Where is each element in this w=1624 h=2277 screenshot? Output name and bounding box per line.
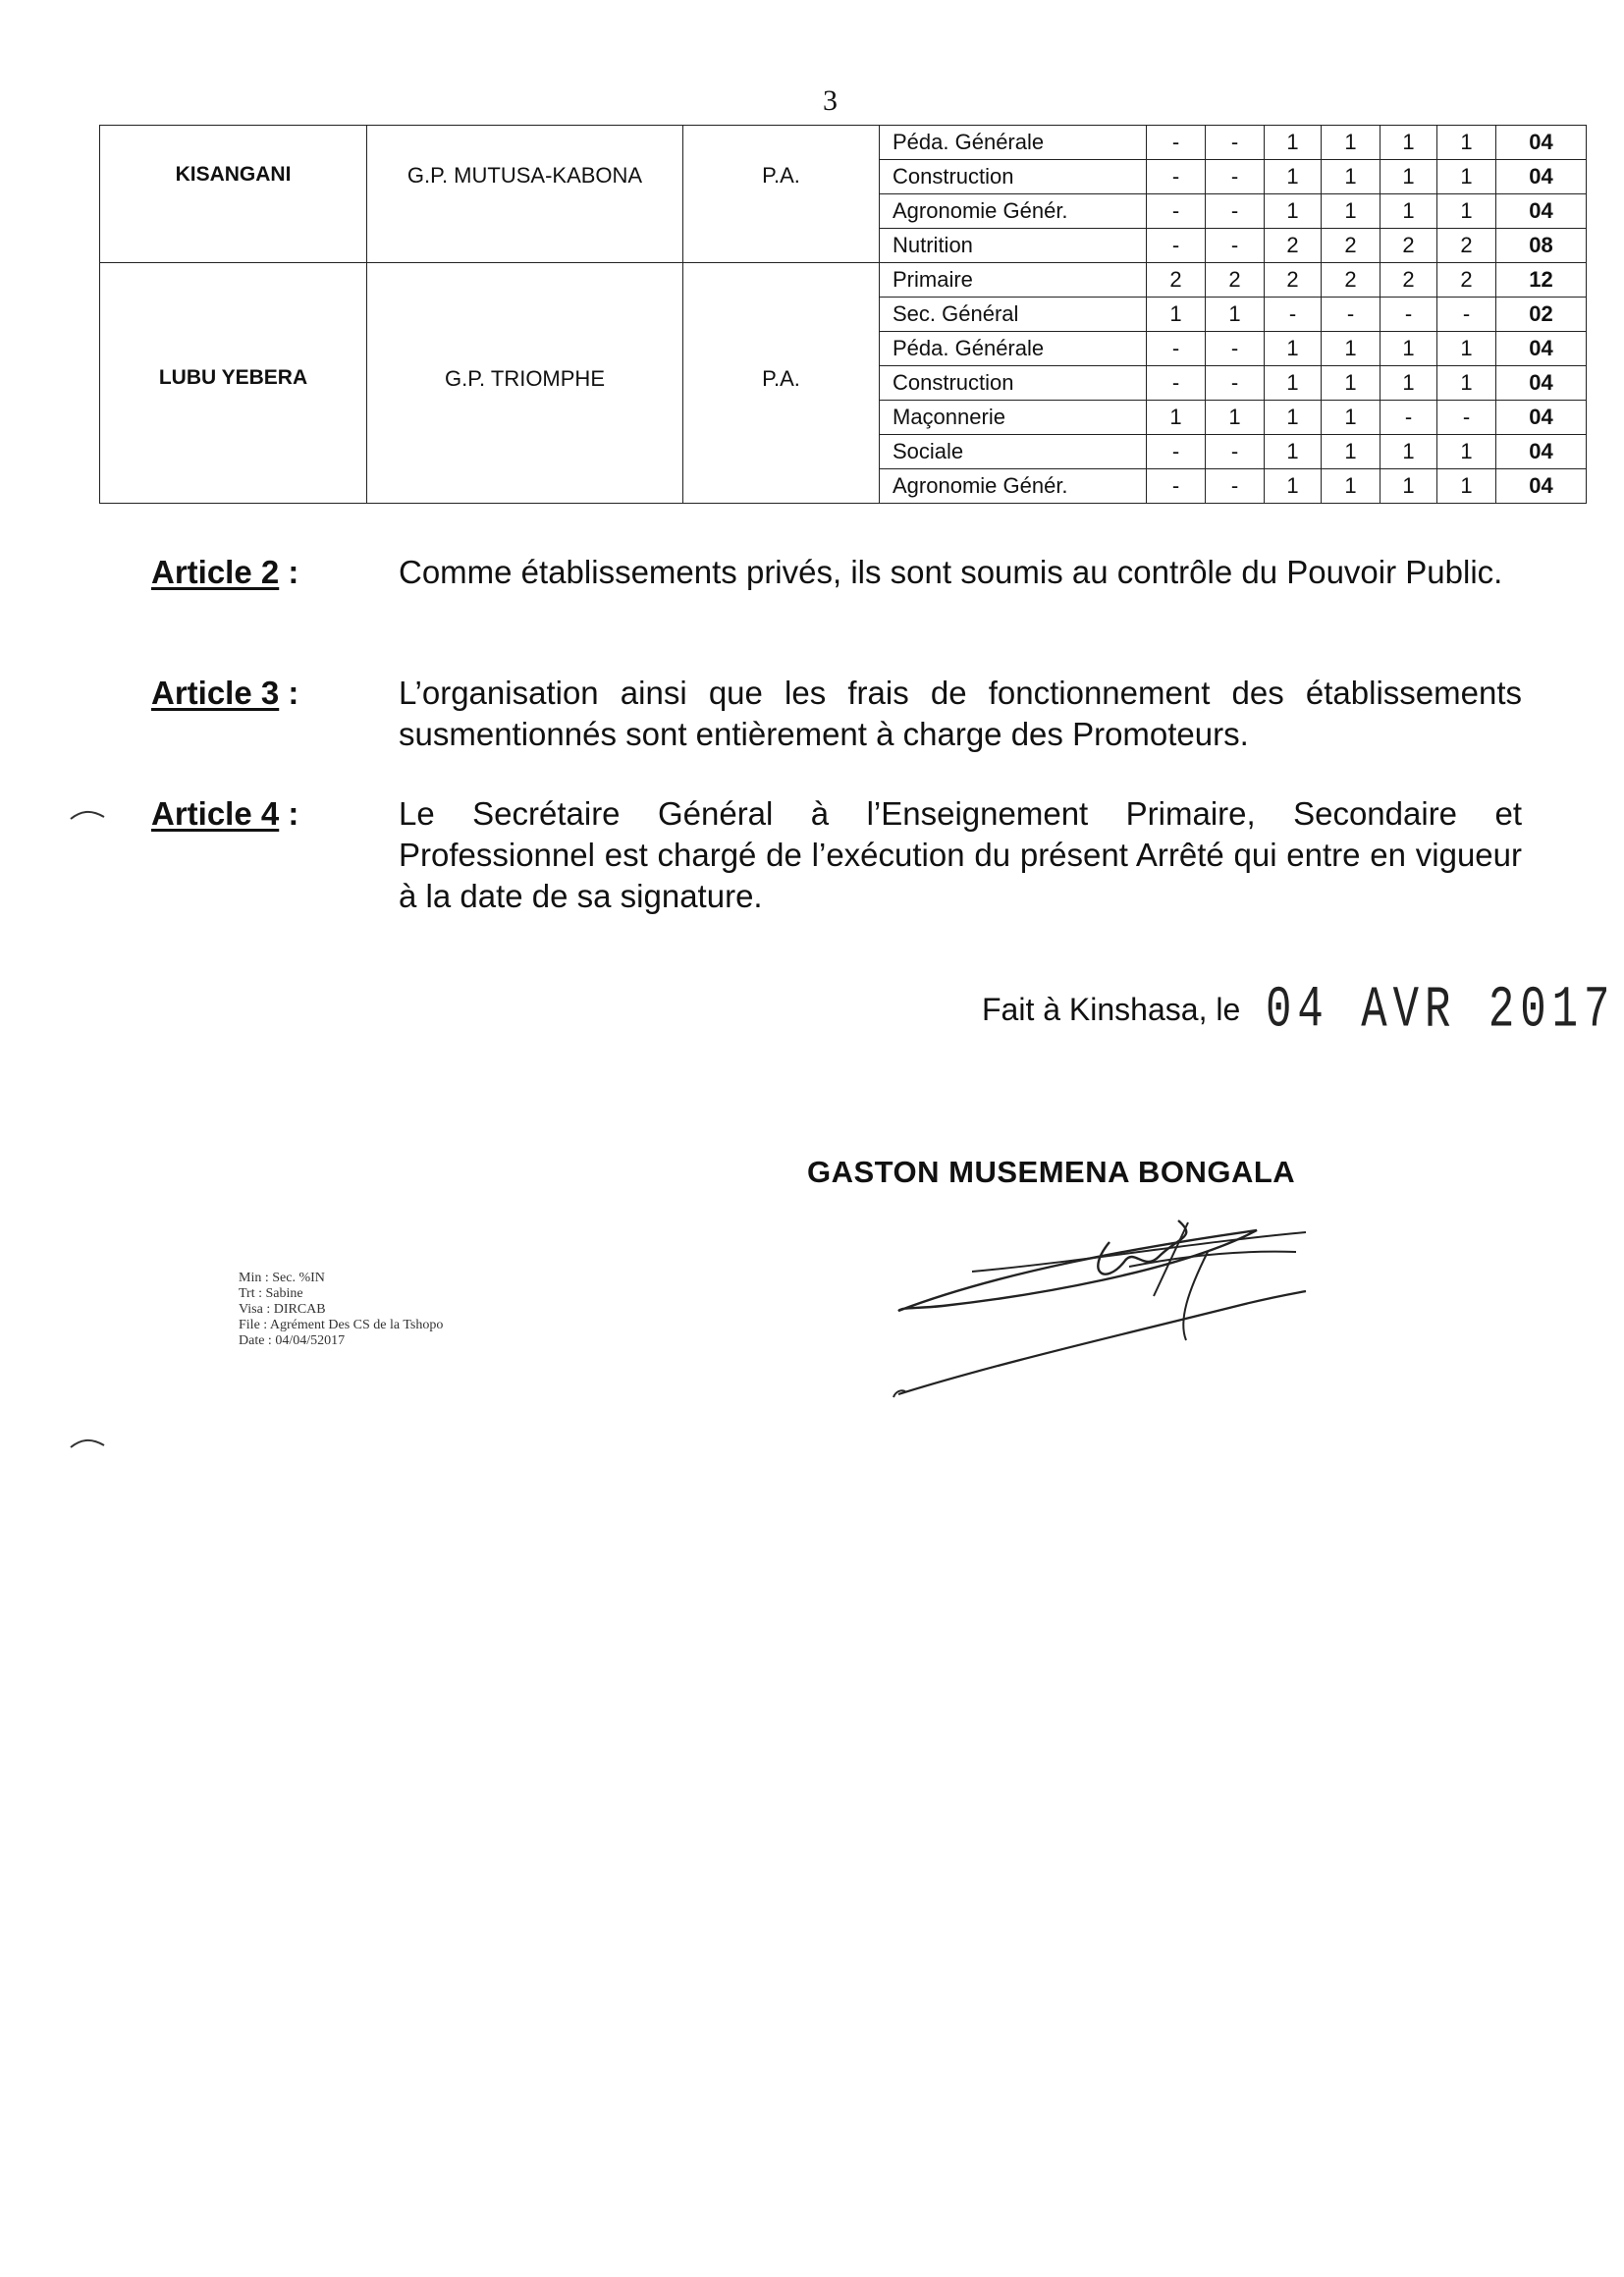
class-cell: 1 [1437,160,1496,194]
class-cell: 1 [1437,469,1496,504]
option-cell: Maçonnerie [880,401,1147,435]
class-cell: - [1147,332,1206,366]
class-cell: - [1147,229,1206,263]
option-cell: Primaire [880,263,1147,298]
class-cell: - [1147,435,1206,469]
total-cell: 08 [1496,229,1587,263]
class-cell: 1 [1380,160,1437,194]
class-cell: 1 [1322,126,1380,160]
class-cell: - [1206,366,1265,401]
option-cell: Construction [880,366,1147,401]
option-cell: Agronomie Génér. [880,194,1147,229]
class-cell: 1 [1265,194,1322,229]
total-cell: 04 [1496,435,1587,469]
class-cell: 1 [1265,366,1322,401]
hole-punch-mark [69,1434,108,1453]
class-cell: - [1206,160,1265,194]
class-cell: 1 [1322,194,1380,229]
class-cell: 2 [1380,263,1437,298]
class-cell: 1 [1265,435,1322,469]
class-cell: 1 [1437,435,1496,469]
option-cell: Nutrition [880,229,1147,263]
class-cell: 1 [1265,160,1322,194]
class-cell: 1 [1437,126,1496,160]
total-cell: 04 [1496,469,1587,504]
article-label: Article 4 : [151,795,299,832]
class-cell: 1 [1322,160,1380,194]
schools-table [99,125,1587,504]
class-cell: 1 [1206,298,1265,332]
class-cell: - [1147,469,1206,504]
article-text: L’organisation ainsi que les frais de fonctionnement des établissements susmentionnés sont entièrement à charge des Promoteurs. [399,675,1522,752]
article-text: Comme établissements privés, ils sont soumis au contrôle du Pouvoir Public. [399,554,1503,590]
total-cell: 02 [1496,298,1587,332]
option-cell: Péda. Générale [880,126,1147,160]
total-cell: 04 [1496,194,1587,229]
class-cell: - [1206,332,1265,366]
class-cell: 2 [1322,229,1380,263]
class-cell: 1 [1437,366,1496,401]
class-cell: - [1147,160,1206,194]
city-cell: KISANGANI [100,126,367,263]
option-cell: Sec. Général [880,298,1147,332]
class-cell: 1 [1265,469,1322,504]
class-cell: 1 [1265,401,1322,435]
school-group-cell: G.P. TRIOMPHE [367,263,683,504]
class-cell: 1 [1380,194,1437,229]
class-cell: - [1380,298,1437,332]
class-cell: - [1206,126,1265,160]
class-cell: 2 [1322,263,1380,298]
total-cell: 04 [1496,366,1587,401]
class-cell: - [1206,194,1265,229]
total-cell: 12 [1496,263,1587,298]
class-cell: 2 [1147,263,1206,298]
class-cell: 1 [1322,366,1380,401]
class-cell: 1 [1206,401,1265,435]
class-cell: 2 [1206,263,1265,298]
date-stamp: 04 AVR 2017 [1266,978,1616,1045]
total-cell: 04 [1496,332,1587,366]
class-cell: 1 [1322,401,1380,435]
status-cell: P.A. [683,263,880,504]
reference-line: File : Agrément Des CS de la Tshopo [239,1318,444,1332]
reference-line: Date : 04/04/52017 [239,1333,346,1348]
class-cell: 2 [1380,229,1437,263]
class-cell: - [1380,401,1437,435]
article-text: Le Secrétaire Général à l’Enseignement Primaire, Secondaire et Professionnel est chargé de l’exécution du présent Arrêté qui entre en vigueur à la date de sa signature. [399,795,1522,914]
article-label: Article 3 : [151,675,299,711]
class-cell: 1 [1265,332,1322,366]
option-cell: Construction [880,160,1147,194]
total-cell: 04 [1496,401,1587,435]
table-row [100,126,1587,160]
reference-block [239,1271,443,1349]
class-cell: 1 [1437,194,1496,229]
handwritten-signature [884,1203,1512,1409]
article-label: Article 2 : [151,554,299,590]
class-cell: - [1322,298,1380,332]
class-cell: 1 [1322,469,1380,504]
class-cell: 1 [1380,332,1437,366]
total-cell: 04 [1496,160,1587,194]
city-cell: LUBU YEBERA [100,263,367,504]
hole-punch-mark [69,805,108,825]
table-row [100,263,1587,298]
class-cell: 1 [1147,298,1206,332]
class-cell: - [1147,194,1206,229]
class-cell: 1 [1147,401,1206,435]
class-cell: 2 [1437,263,1496,298]
class-cell: 1 [1265,126,1322,160]
signatory-name: GASTON MUSEMENA BONGALA [807,1155,1296,1189]
class-cell: - [1147,366,1206,401]
school-group-cell: G.P. MUTUSA-KABONA [367,126,683,263]
class-cell: 1 [1380,126,1437,160]
place-of-signature: Fait à Kinshasa, le [982,992,1241,1027]
option-cell: Sociale [880,435,1147,469]
class-cell: 1 [1380,469,1437,504]
reference-line: Visa : DIRCAB [239,1302,326,1317]
table-group-kisangani [100,126,1587,263]
class-cell: 1 [1322,332,1380,366]
option-cell: Péda. Générale [880,332,1147,366]
status-cell: P.A. [683,126,880,263]
class-cell: - [1206,469,1265,504]
class-cell: - [1206,229,1265,263]
class-cell: - [1437,401,1496,435]
table-group-lubu-yebera [100,263,1587,504]
class-cell: 1 [1437,332,1496,366]
class-cell: 1 [1380,366,1437,401]
class-cell: 2 [1265,263,1322,298]
class-cell: 1 [1380,435,1437,469]
page-number: 3 [823,84,838,117]
class-cell: - [1265,298,1322,332]
class-cell: 1 [1322,435,1380,469]
class-cell: 2 [1437,229,1496,263]
option-cell: Agronomie Génér. [880,469,1147,504]
reference-line: Min : Sec. %IN [239,1271,325,1285]
class-cell: - [1206,435,1265,469]
reference-line: Trt : Sabine [239,1286,303,1301]
total-cell: 04 [1496,126,1587,160]
class-cell: - [1437,298,1496,332]
class-cell: - [1147,126,1206,160]
class-cell: 2 [1265,229,1322,263]
